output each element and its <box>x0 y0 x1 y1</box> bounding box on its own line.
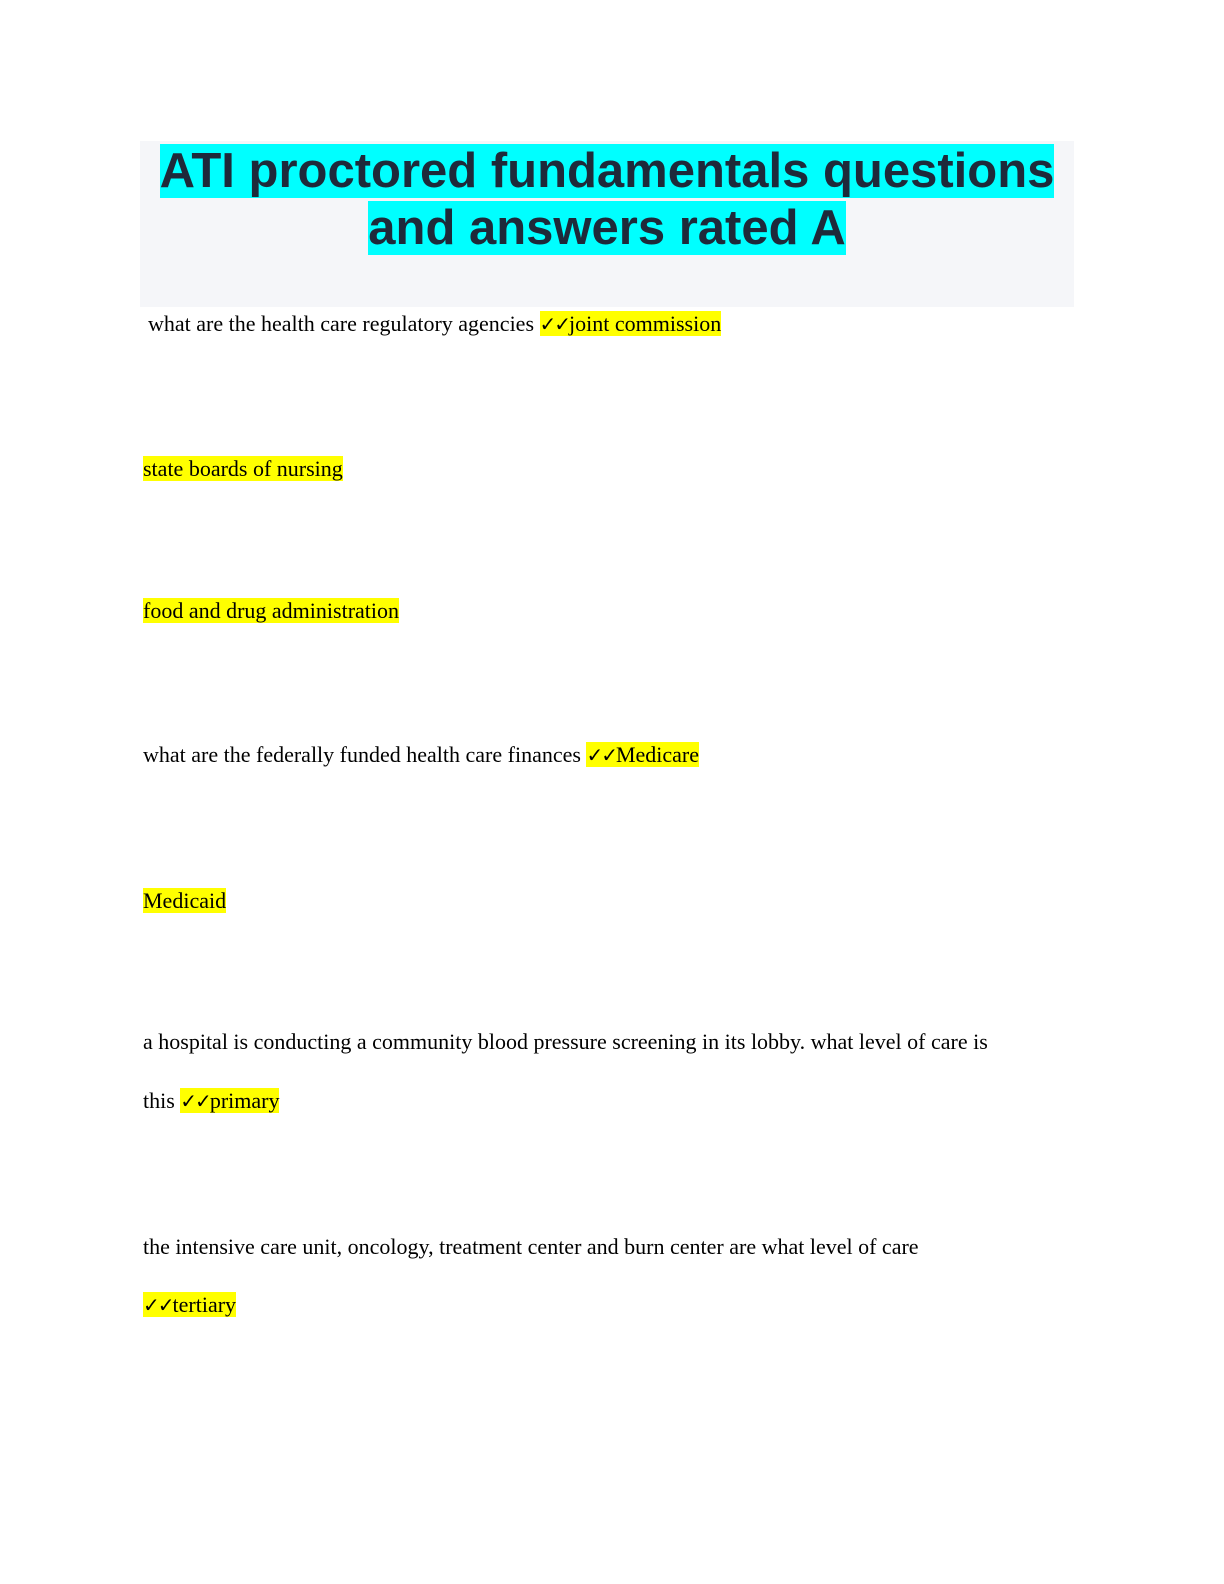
answer-highlight <box>586 742 699 767</box>
answer-text: primary <box>209 1088 280 1113</box>
answer-text: state boards of nursing <box>143 456 343 481</box>
question-blood-pressure-line-2 <box>143 1086 279 1116</box>
question-text: what are the federally funded health care finances <box>143 742 587 767</box>
title-line-1: ATI proctored fundamentals questions <box>159 144 1055 198</box>
answer-tertiary-line <box>143 1290 236 1320</box>
answer-highlight <box>180 1088 279 1113</box>
question-blood-pressure-line-1 <box>143 1027 988 1057</box>
document-title <box>140 143 1074 257</box>
check-mark-icon: ✓✓ <box>539 312 570 336</box>
answer-medicaid <box>143 886 226 916</box>
check-mark-icon: ✓✓ <box>586 743 616 767</box>
question-icu-level-of-care <box>143 1232 919 1262</box>
answer-text: food and drug administration <box>143 598 400 623</box>
question-text: a hospital is conducting a community blood pressure screening in its lobby. what level of care is <box>143 1029 988 1054</box>
question-text: the intensive care unit, oncology, treatment center and burn center are what level of care <box>143 1234 919 1259</box>
check-mark-icon: ✓✓ <box>143 1293 173 1317</box>
question-federal-finances <box>143 740 699 770</box>
question-text: what are the health care regulatory agencies <box>148 311 540 336</box>
title-line-2: and answers rated A <box>368 201 846 255</box>
answer-text: Medicare <box>615 742 700 767</box>
question-regulatory-agencies <box>148 309 721 339</box>
check-mark-icon: ✓✓ <box>180 1089 210 1113</box>
answer-highlight <box>540 311 722 336</box>
title-box <box>140 141 1074 307</box>
answer-fda <box>143 596 399 626</box>
answer-text: Medicaid <box>143 888 227 913</box>
answer-highlight <box>143 1292 236 1317</box>
question-text: this <box>143 1088 181 1113</box>
answer-state-boards <box>143 454 343 484</box>
answer-text: tertiary <box>172 1292 237 1317</box>
answer-text: joint commission <box>569 311 722 336</box>
